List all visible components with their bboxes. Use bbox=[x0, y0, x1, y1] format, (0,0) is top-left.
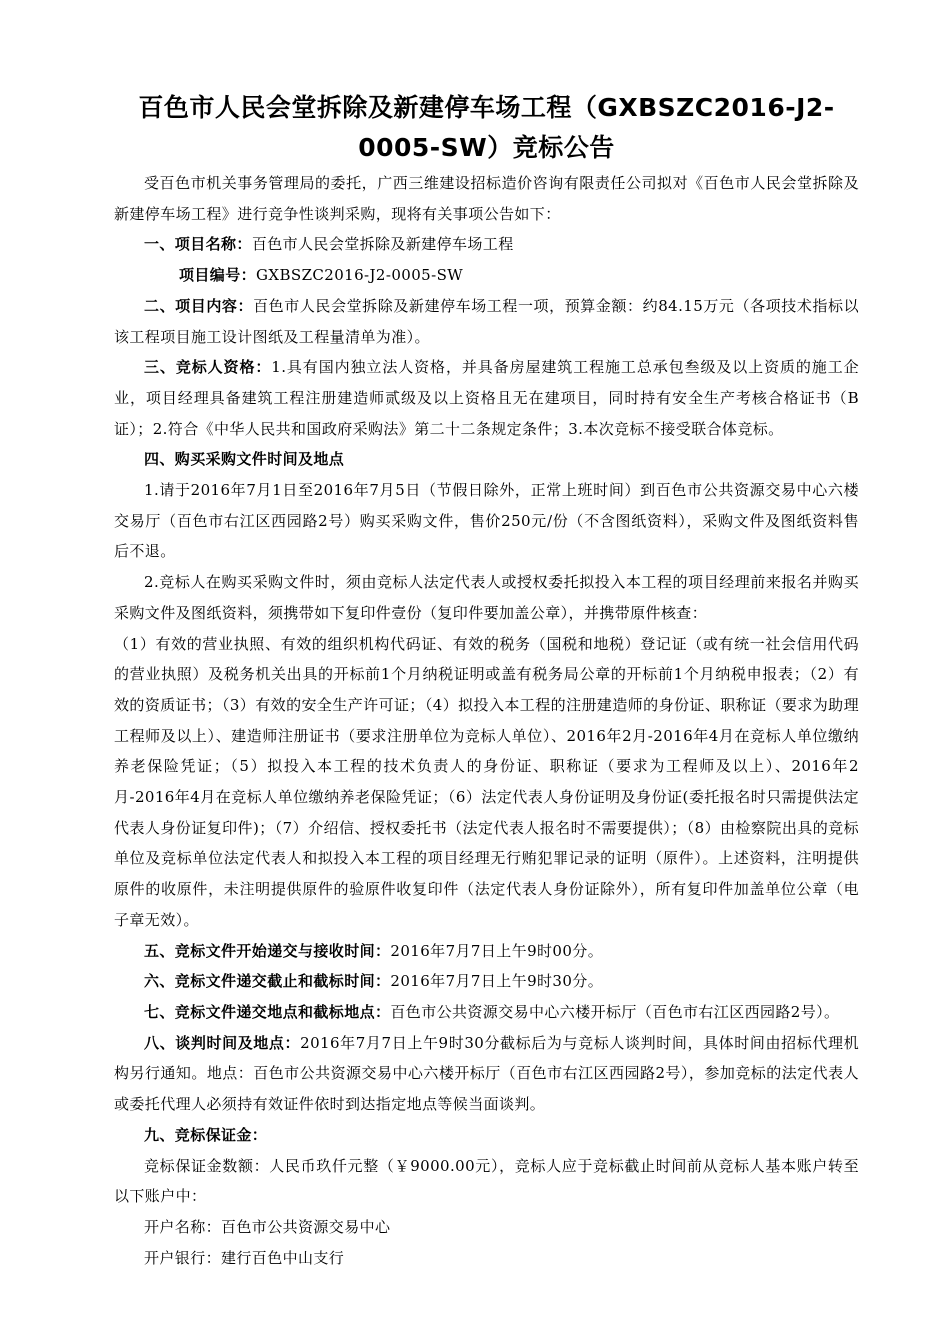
section-text: GXBSZC2016-J2-0005-SW bbox=[256, 266, 464, 285]
section-negotiation bbox=[114, 1028, 859, 1120]
announcement-document bbox=[114, 88, 859, 1273]
section-text: 2016年7月7日上午9时30分。 bbox=[390, 972, 604, 991]
section-submission-location bbox=[114, 997, 859, 1028]
section-label: 三、竞标人资格： bbox=[144, 358, 272, 377]
document-title: 百色市人民会堂拆除及新建停车场工程（GXBSZC2016-J2-0005-SW）竞标公告 bbox=[138, 93, 835, 162]
section-submission-start bbox=[114, 936, 859, 967]
section-purchase-p1: 1.请于2016年7月1日至2016年7月5日（节假日除外，正常上班时间）到百色市公共资源交易中心六楼交易厅（百色市右江区西园路2号）购买采购文件，售价250元/份（不含图纸资料），采购文件及图纸资料售后不退。 bbox=[114, 481, 859, 561]
section-label: 六、竞标文件递交截止和截标时间： bbox=[144, 972, 391, 991]
intro-paragraph: 受百色市机关事务管理局的委托，广西三维建设招标造价咨询有限责任公司拟对《百色市人民会堂拆除及新建停车场工程》进行竞争性谈判采购，现将有关事项公告如下： bbox=[114, 174, 859, 223]
section-purchase-p2: 2.竞标人在购买采购文件时，须由竞标人法定代表人或授权委托拟投入本工程的项目经理前来报名并购买采购文件及图纸资料，须携带如下复印件壹份（复印件要加盖公章），并携带原件核查： bbox=[114, 573, 859, 622]
section-bidder-qualification bbox=[114, 352, 859, 444]
section-submission-deadline bbox=[114, 966, 859, 997]
section-text: 百色市人民会堂拆除及新建停车场工程一项，预算金额：约84.15万元（各项技术指标以该工程项目施工设计图纸及工程量清单为准）。 bbox=[114, 296, 859, 346]
section-label: 二、项目内容： bbox=[144, 296, 254, 315]
section-label: 八、谈判时间及地点： bbox=[144, 1033, 301, 1052]
section-project-number bbox=[114, 260, 859, 291]
section-label: 项目编号： bbox=[179, 266, 257, 285]
section-text: 百色市公共资源交易中心六楼开标厅（百色市右江区西园路2号）。 bbox=[390, 1002, 840, 1021]
section-label: 四、购买采购文件时间及地点 bbox=[144, 450, 345, 469]
section-project-name bbox=[114, 229, 859, 260]
section-text: 2016年7月7日上午9时00分。 bbox=[390, 941, 604, 960]
section-text: 百色市人民会堂拆除及新建停车场工程 bbox=[251, 235, 514, 254]
section-purchase-heading bbox=[114, 444, 859, 475]
section-deposit-heading bbox=[114, 1120, 859, 1151]
section-label: 七、竞标文件递交地点和截标地点： bbox=[144, 1002, 391, 1021]
section-deposit-bank: 开户银行：建行百色中山支行 bbox=[144, 1248, 345, 1267]
section-purchase-p3: （1）有效的营业执照、有效的组织机构代码证、有效的税务（国税和地税）登记证（或有统一社会信用代码的营业执照）及税务机关出具的开标前1个月纳税证明或盖有税务局公章的开标前1个月纳税申报表；（2）有效的资质证书；（3）有效的安全生产许可证；（4）拟投入本工程的注册建造师的身份证、职称证（要求为助理工程师及以上）、建造师注册证书（要求注册单位为竞标人单位）、2016年2月-2016年4月在竞标人单位缴纳养老保险凭证；（5）拟投入本工程的技术负责人的身份证、职称证（要求为工程师及以上）、2016年2月-2016年4月在竞标人单位缴纳养老保险凭证；（6）法定代表人身份证明及身份证(委托报名时只需提供法定代表人身份证复印件)；（7）介绍信、授权委托书（法定代表人报名时不需要提供）；（8）由检察院出具的竞标单位及竞标单位法定代表人和拟投入本工程的项目经理无行贿犯罪记录的证明（原件）。上述资料，注明提供原件的收原件，未注明提供原件的验原件收复印件（法定代表人身份证除外），所有复印件加盖单位公章（电子章无效）。 bbox=[114, 634, 860, 929]
section-label: 五、竞标文件开始递交与接收时间： bbox=[144, 941, 391, 960]
section-label: 九、竞标保证金： bbox=[144, 1125, 268, 1144]
section-text: 2016年7月7日上午9时30分截标后为与竞标人谈判时间，具体时间由招标代理机构另行通知。地点：百色市公共资源交易中心六楼开标厅（百色市右江区西园路2号），参加竞标的法定代表人或委托代理人必须持有效证件依时到达指定地点等候当面谈判。 bbox=[114, 1033, 859, 1114]
section-label: 一、项目名称： bbox=[144, 235, 252, 254]
section-deposit-p1: 竞标保证金数额：人民币玖仟元整（￥9000.00元），竞标人应于竞标截止时间前从竞标人基本账户转至以下账户中： bbox=[114, 1156, 859, 1206]
section-project-content bbox=[114, 291, 859, 352]
section-deposit-account-name: 开户名称：百色市公共资源交易中心 bbox=[144, 1217, 391, 1236]
section-text: 1.具有国内独立法人资格，并具备房屋建筑工程施工总承包叁级及以上资质的施工企业，项目经理具备建筑工程注册建造师贰级及以上资格且无在建项目，同时持有安全生产考核合格证书（B证）；2.符合《中华人民共和国政府采购法》第二十二条规定条件；3.本次竞标不接受联合体竞标。 bbox=[114, 358, 860, 438]
